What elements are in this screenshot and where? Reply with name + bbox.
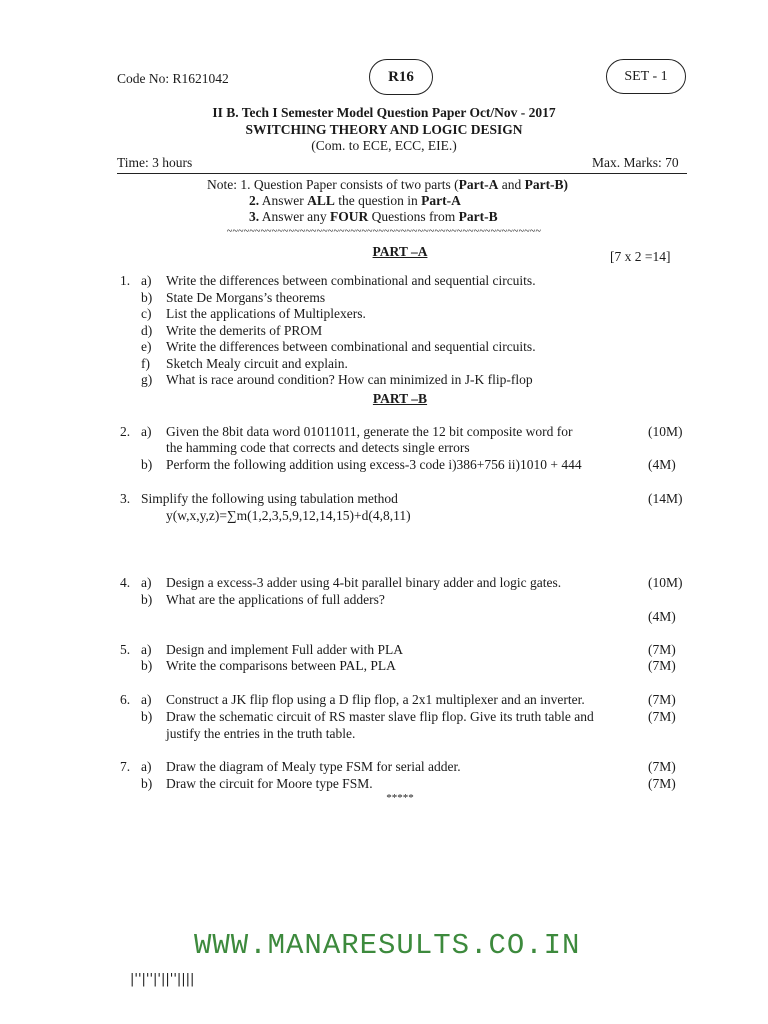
question-2b-marks: (4M) (648, 457, 676, 472)
question-1-item-letter: b) (141, 289, 153, 305)
question-2b-text: Perform the following addition using excess-3 code i)386+756 ii)1010 + 444 (166, 457, 582, 472)
header-rule (117, 173, 687, 174)
question-7-number: 7. (120, 759, 131, 774)
question-4b-marks: (4M) (648, 609, 676, 624)
question-4b-text: What are the applications of full adders? (166, 592, 385, 607)
question-2a-text: Given the 8bit data word 01011011, generate the 12 bit composite word for (166, 424, 573, 439)
question-1-item-text: What is race around condition? How can minimized in J-K flip-flop (166, 372, 533, 387)
question-6a-text: Construct a JK flip flop using a D flip flop, a 2x1 multiplexer and an inverter. (166, 692, 585, 707)
max-marks-label: Max. Marks: 70 (592, 155, 679, 170)
question-6b-text-cont: justify the entries in the truth table. (166, 726, 356, 741)
question-3-text: Simplify the following using tabulation method (141, 491, 398, 506)
question-6a-marks: (7M) (648, 692, 676, 707)
question-5-number: 5. (120, 642, 131, 657)
question-4b-letter: b) (141, 592, 153, 607)
question-7b-marks: (7M) (648, 776, 676, 791)
question-7b-letter: b) (141, 776, 153, 791)
question-6b-text: Draw the schematic circuit of RS master slave flip flop. Give its truth table and (166, 709, 594, 724)
question-1-item-text: Write the demerits of PROM (166, 322, 323, 338)
question-3-marks: (14M) (648, 491, 683, 506)
part-b-title: PART –B (372, 391, 428, 406)
question-2-number: 2. (120, 424, 131, 439)
question-1-item-letter: f) (141, 355, 150, 371)
note-line-1: Note: 1. Question Paper consists of two parts (Part-A and Part-B) (207, 177, 569, 192)
subject-title: SWITCHING THEORY AND LOGIC DESIGN (245, 122, 523, 137)
end-marker: ***** (386, 792, 414, 804)
barcode-text: |''|''|'||''|||| (130, 972, 195, 987)
note-line-3: 3. Answer any FOUR Questions from Part-B (249, 209, 498, 224)
regulation-badge: R16 (369, 59, 433, 95)
question-2a-letter: a) (141, 424, 152, 439)
question-3-number: 3. (120, 491, 131, 506)
question-1-item-letter: d) (141, 322, 153, 338)
question-2b-letter: b) (141, 457, 153, 472)
time-label: Time: 3 hours (117, 155, 193, 170)
question-1-item-letter: e) (141, 339, 152, 354)
question-4a-marks: (10M) (648, 575, 683, 590)
question-1-number: 1. (120, 273, 131, 288)
question-6a-letter: a) (141, 692, 152, 707)
question-7a-letter: a) (141, 759, 152, 774)
note-line-2: 2. Answer ALL the question in Part-A (249, 193, 461, 208)
exam-title: II B. Tech I Semester Model Question Paper Oct/Nov - 2017 (212, 105, 556, 120)
branches: (Com. to ECE, ECC, EIE.) (311, 138, 457, 153)
question-6b-marks: (7M) (648, 709, 676, 724)
website-watermark: WWW.MANARESULTS.CO.IN (194, 929, 581, 962)
code-number: Code No: R1621042 (117, 71, 229, 86)
question-5b-marks: (7M) (648, 658, 676, 673)
question-2a-marks: (10M) (648, 424, 683, 439)
question-5a-marks: (7M) (648, 642, 676, 657)
question-4-number: 4. (120, 575, 131, 590)
question-1-item-text: List the applications of Multiplexers. (166, 306, 366, 321)
question-5b-text: Write the comparisons between PAL, PLA (166, 658, 396, 673)
question-7a-text: Draw the diagram of Mealy type FSM for serial adder. (166, 759, 461, 774)
question-5b-letter: b) (141, 658, 153, 673)
question-6-number: 6. (120, 692, 131, 707)
question-1-item-text: Write the differences between combinational and sequential circuits. (166, 339, 536, 354)
part-a-marks: [7 x 2 =14] (610, 249, 671, 264)
question-4a-letter: a) (141, 575, 152, 590)
question-1-item-letter: a) (141, 273, 152, 288)
question-1-item-text: State De Morgans’s theorems (166, 289, 326, 305)
question-7a-marks: (7M) (648, 759, 676, 774)
question-6b-letter: b) (141, 709, 153, 724)
question-1-item-letter: c) (141, 306, 152, 321)
question-5a-text: Design and implement Full adder with PLA (166, 642, 403, 657)
question-1-item-letter: g) (141, 372, 153, 387)
question-5a-letter: a) (141, 642, 152, 657)
question-7b-text: Draw the circuit for Moore type FSM. (166, 776, 373, 791)
question-3-expression: y(w,x,y,z)=∑m(1,2,3,5,9,12,14,15)+d(4,8,11) (166, 508, 411, 523)
question-1-item-text: Write the differences between combinational and sequential circuits. (166, 273, 536, 288)
question-1-item-text: Sketch Mealy circuit and explain. (166, 355, 348, 371)
question-2a-text-cont: the hamming code that corrects and detects single errors (166, 440, 470, 455)
question-4a-text: Design a excess-3 adder using 4-bit parallel binary adder and logic gates. (166, 575, 562, 590)
part-a-title: PART –A (372, 244, 428, 259)
set-badge: SET - 1 (606, 59, 686, 94)
separator: ~~~~~~~~~~~~~~~~~~~~~~~~~~~~~~~~~~~~~~~~~~~~~~~~~~~~~~~~ (226, 226, 542, 237)
